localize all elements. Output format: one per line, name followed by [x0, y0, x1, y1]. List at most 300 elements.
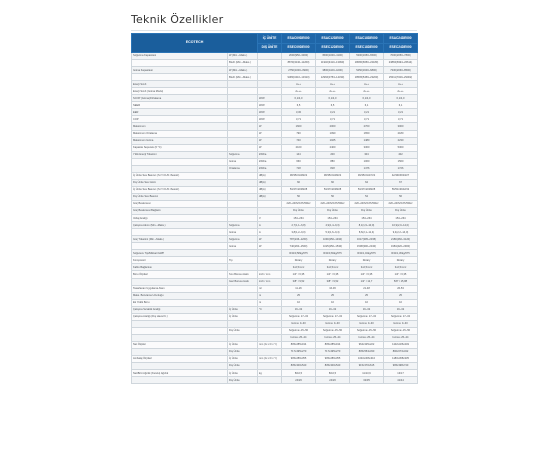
spec-sublabel: Gaz Borusu Hattı [228, 278, 258, 285]
spec-value: Rotary [282, 257, 316, 264]
table-row [132, 151, 418, 158]
spec-value: 3,8(1,2~9,0) [282, 229, 316, 236]
spec-value: Isıtma: 0~30 [384, 320, 418, 327]
spec-value: 1726 [384, 165, 418, 172]
spec-value: R32/0,69kg/675 [316, 250, 350, 257]
spec-unit: W [258, 236, 282, 243]
spec-label: Yıllık Enerji Tüketimi [132, 151, 228, 158]
spec-unit: W/W [258, 116, 282, 123]
spec-sublabel [228, 123, 258, 130]
spec-value: 32/35 [350, 377, 384, 384]
spec-value: 3x2,5mm² [316, 264, 350, 271]
spec-value: 54 [350, 193, 384, 200]
spec-label: Net Ölçüler [132, 341, 228, 348]
spec-value: 1180x368x335 [384, 356, 418, 363]
table-row [132, 236, 418, 243]
spec-value: Soğutma: 17~32 [384, 313, 418, 320]
table-row [132, 67, 418, 74]
table-row [132, 292, 418, 299]
spec-value: 5/8" / 15,88 [384, 278, 418, 285]
spec-value: 1984(420~2900) [384, 243, 418, 250]
spec-value: 3,21 [350, 109, 384, 116]
spec-value: Soğutma:-15~50 [350, 327, 384, 334]
spec-value: 890x673x342 [384, 348, 418, 355]
spec-value: Rotary [350, 257, 384, 264]
table-row [132, 179, 418, 186]
spec-unit: W [258, 137, 282, 144]
spec-value: 5,3(1,6~9,4) [316, 229, 350, 236]
spec-sublabel: Soğutma [228, 222, 258, 229]
indoor-model-3: ESAC18DE000 [350, 34, 384, 44]
spec-label [132, 363, 228, 370]
table-row [132, 334, 418, 341]
spec-unit: W [258, 130, 282, 137]
spec-value: 25 [384, 292, 418, 299]
spec-value: 23884(6994~26614) [384, 60, 418, 67]
spec-label: Çalışma Sıcaklık Aralığı [132, 306, 228, 313]
spec-value: 12966(3753~14330) [316, 74, 350, 81]
spec-value: R32/1,04kg/675 [350, 250, 384, 257]
spec-label: Güç Tüketimi (Min.~Maks.) [132, 236, 228, 243]
spec-value: 67 [384, 179, 418, 186]
spec-label: Kompresör [132, 257, 228, 264]
spec-value: 8,1(1,9~10,9) [350, 222, 384, 229]
table-row [132, 74, 418, 81]
spec-value: 18595(5459~23200) [350, 74, 384, 81]
brand-cell: ECOTECH [132, 34, 258, 53]
spec-sublabel: İç Ünite [228, 370, 258, 377]
table-row [132, 165, 418, 172]
spec-unit: kWh/a [258, 158, 282, 165]
spec-value: 3300 [350, 144, 384, 151]
table-row [132, 215, 418, 222]
spec-value: 38/35/31/28/22 [316, 172, 350, 179]
spec-unit: W/W [258, 95, 282, 102]
spec-label: Ek Yüklü Boru [132, 299, 228, 306]
spec-value: 1/4" / 6,35 [282, 271, 316, 278]
spec-value: 200 [316, 151, 350, 158]
table-row [132, 123, 418, 130]
table-row [132, 306, 418, 313]
spec-value: 3500(1000~4100) [316, 53, 350, 60]
spec-sublabel [228, 200, 258, 207]
spec-value: 53/47/42/38/28 [350, 186, 384, 193]
spec-value: 2700 [350, 123, 384, 130]
spec-unit: kWh/a [258, 151, 282, 158]
spec-value: 1/4" / 6,35 [384, 271, 418, 278]
spec-sublabel: Ortalama [228, 165, 258, 172]
table-row [132, 208, 418, 215]
spec-value: 24/26 [316, 377, 350, 384]
spec-unit [258, 327, 282, 334]
spec-label: Maksimum Isıtma [132, 137, 228, 144]
indoor-unit-label: İÇ ÜNİTE [258, 34, 282, 44]
spec-value: 3,71 [350, 116, 384, 123]
spec-value: 818 [316, 165, 350, 172]
spec-value: 1650 [350, 130, 384, 137]
spec-value: 11/13,9 [350, 370, 384, 377]
spec-label: Güç Beslemesi [132, 200, 228, 207]
spec-value: 6,1 [350, 102, 384, 109]
spec-value: Isıtma:-25~24 [282, 334, 316, 341]
spec-value: 6,1/4,0 [282, 95, 316, 102]
spec-sublabel [228, 95, 258, 102]
spec-value: 3,21 [316, 109, 350, 116]
spec-label: EER [132, 109, 228, 116]
spec-value: 740 [282, 137, 316, 144]
spec-value: 304 [350, 151, 384, 158]
page-title: Teknik Özellikler [131, 13, 224, 26]
spec-label: Çalışma Aralığı (Dış Hava Kt.) [132, 313, 228, 320]
spec-value: 25 [316, 292, 350, 299]
table-row [132, 116, 418, 123]
spec-value: 3x2,5mm² [350, 264, 384, 271]
spec-sublabel: Btu/h (Min.~Maks.) [228, 60, 258, 67]
spec-value: 220~240V/1Ph/50Hz [350, 200, 384, 207]
spec-value: 10 [316, 299, 350, 306]
spec-value: 1/2" / 12,7 [350, 278, 384, 285]
spec-value: 835x300x540 [282, 363, 316, 370]
spec-label [132, 229, 228, 236]
spec-sublabel: W (Min.~Maks.) [228, 67, 258, 74]
spec-unit: W [258, 123, 282, 130]
spec-sublabel [228, 208, 258, 215]
spec-value: Soğutma:-15~50 [282, 327, 316, 334]
spec-unit: V [258, 215, 282, 222]
table-row [132, 363, 418, 370]
spec-value: 3,30 [282, 109, 316, 116]
title-divider [131, 30, 417, 31]
spec-value: 1040x306x310 [350, 356, 384, 363]
spec-label [132, 165, 228, 172]
spec-value: R32/0,58kg/675 [282, 250, 316, 257]
table-row [132, 200, 418, 207]
table-row [132, 60, 418, 67]
spec-value: 402 [384, 151, 418, 158]
table-row [132, 250, 418, 257]
outdoor-model-2: ESEC12DE000 [316, 43, 350, 53]
spec-value: 25 [350, 292, 384, 299]
spec-value: 8870(3240~11260) [282, 60, 316, 67]
spec-sublabel [228, 186, 258, 193]
spec-value: 60 [282, 179, 316, 186]
spec-sublabel: Isıtma [228, 158, 258, 165]
spec-unit: inch / mm [258, 271, 282, 278]
spec-value: 10,9(2,0~14,0) [384, 222, 418, 229]
spec-value: 2,7(1,1~6,8) [282, 222, 316, 229]
spec-value: Soğutma: 17~32 [282, 313, 316, 320]
spec-value: Soğutma:-15~50 [384, 327, 418, 334]
spec-value: 220~240V/1Ph/50Hz [384, 200, 418, 207]
spec-value: 1102x326x249 [384, 341, 418, 348]
spec-label: İç Ünite Ses Basıncı (S./Y./O./D./Sessiz) [132, 172, 228, 179]
spec-value: 3,21 [384, 109, 418, 116]
spec-value: 21-48 [350, 285, 384, 292]
outdoor-unit-label: DIŞ ÜNİTE [258, 43, 282, 53]
spec-label [132, 334, 228, 341]
spec-value: 154~264 [316, 215, 350, 222]
spec-label [132, 60, 228, 67]
spec-value: 2180 [384, 130, 418, 137]
spec-value: 11940(3410~13990) [316, 60, 350, 67]
indoor-model-1: ESAC09DE000 [282, 34, 316, 44]
spec-value: Rotary [384, 257, 418, 264]
table-row [132, 377, 418, 384]
spec-label [132, 320, 228, 327]
spec-unit: inch / mm [258, 278, 282, 285]
spec-value: Soğutma: 17~32 [316, 313, 350, 320]
spec-value: 805x285x194 [316, 341, 350, 348]
spec-value: A++ [282, 81, 316, 88]
spec-value: Dış Ünite [384, 208, 418, 215]
table-row [132, 278, 418, 285]
spec-value: 790 [282, 130, 316, 137]
spec-unit: A [258, 229, 282, 236]
spec-value: 10 [384, 299, 418, 306]
spec-sublabel: İç Ünite [228, 313, 258, 320]
spec-value: Isıtma:-25~24 [316, 334, 350, 341]
spec-unit [258, 81, 282, 88]
spec-unit: mm (G x D x Y) [258, 356, 282, 363]
spec-value: Soğutma: 17~32 [350, 313, 384, 320]
spec-value: 835x300x540 [316, 363, 350, 370]
spec-value: 56 [384, 193, 418, 200]
spec-sublabel: Dış Ünite [228, 348, 258, 355]
spec-value: Dış Ünite [282, 208, 316, 215]
spec-value: 6,1/4,0 [350, 95, 384, 102]
spec-label: SCOP (Isıtma)/Ortalama [132, 95, 228, 102]
spec-sublabel [228, 81, 258, 88]
spec-value: 1560 [384, 158, 418, 165]
spec-value: A+++ [316, 88, 350, 95]
table-row [132, 341, 418, 348]
spec-label: Çalışma Akımı (Min.~Maks.) [132, 222, 228, 229]
spec-value: 144 [282, 151, 316, 158]
table-row [132, 109, 418, 116]
spec-value: 1090(250~1490) [316, 236, 350, 243]
indoor-model-4: ESAC24DE000 [384, 34, 418, 44]
spec-value: 11-26 [282, 285, 316, 292]
table-row [132, 102, 418, 109]
spec-label: Ambalaj Ölçüleri [132, 356, 228, 363]
spec-unit: kWh/a [258, 165, 282, 172]
spec-unit: dB(A) [258, 179, 282, 186]
spec-value: 1476 [350, 165, 384, 172]
spec-unit [258, 53, 282, 60]
spec-table-wrapper [131, 33, 417, 384]
table-row [132, 285, 418, 292]
table-row [132, 186, 418, 193]
spec-value: Rotary [316, 257, 350, 264]
spec-value: 717x495x270 [282, 348, 316, 355]
spec-label: Boru Ölçüleri [132, 271, 228, 278]
spec-value: 64 [350, 179, 384, 186]
spec-sublabel [228, 334, 258, 341]
spec-value: 16-36 [316, 285, 350, 292]
table-row [132, 243, 418, 250]
spec-value: 13/17 [384, 370, 418, 377]
spec-sublabel: Btu/h (Min.~Maks.) [228, 74, 258, 81]
spec-unit: m [258, 292, 282, 299]
spec-value: 220~240V/1Ph/50Hz [282, 200, 316, 207]
spec-label: SEER [132, 102, 228, 109]
spec-value: 2230 [384, 137, 418, 144]
outdoor-model-3: ESEC18DE000 [350, 43, 384, 53]
table-row [132, 137, 418, 144]
spec-unit: mm (G x D x Y) [258, 341, 282, 348]
spec-unit: dB(A) [258, 172, 282, 179]
header-row-indoor [132, 34, 418, 44]
spec-label [132, 74, 228, 81]
spec-value: 3,71 [384, 116, 418, 123]
spec-value: 53/47/42/38/28 [282, 186, 316, 193]
spec-sublabel: İç Ünite [228, 356, 258, 363]
spec-value: 10 [350, 299, 384, 306]
spec-label: Enerji Sınıfı [132, 81, 228, 88]
spec-value: 56/51/46/42/32 [384, 186, 418, 193]
table-row [132, 172, 418, 179]
spec-value: Isıtma:-25~24 [350, 334, 384, 341]
table-row [132, 299, 418, 306]
spec-value: 3800(1100~4200) [316, 67, 350, 74]
spec-value: 717x495x270 [316, 348, 350, 355]
spec-value: 2000 [316, 123, 350, 130]
spec-value: 4,9(1,4~9,3) [316, 222, 350, 229]
spec-value: 8,6(2,1~11,4) [350, 229, 384, 236]
spec-value: A+++ [384, 88, 418, 95]
spec-value: 5450(1600~6800) [350, 67, 384, 74]
spec-value: 718 [282, 165, 316, 172]
spec-unit [258, 257, 282, 264]
spec-label [132, 348, 228, 355]
spec-unit: dB(A) [258, 193, 282, 200]
spec-unit [258, 250, 282, 257]
spec-value: 5300 [384, 144, 418, 151]
spec-value: 660 [282, 158, 316, 165]
spec-unit: m² [258, 285, 282, 292]
spec-value: 7000(2050~7800) [384, 53, 418, 60]
spec-unit: W/W [258, 109, 282, 116]
spec-value: Dış Ünite [350, 208, 384, 215]
spec-sublabel [228, 285, 258, 292]
table-row [132, 81, 418, 88]
spec-value: 805x554x330 [350, 348, 384, 355]
spec-value: 60 [316, 179, 350, 186]
spec-unit: W [258, 144, 282, 151]
spec-sublabel [228, 215, 258, 222]
spec-value: 16~32 [316, 306, 350, 313]
spec-sublabel [228, 116, 258, 123]
spec-value: 154~264 [350, 215, 384, 222]
table-row [132, 320, 418, 327]
spec-value: 1025(250~1530) [316, 243, 350, 250]
spec-label: COP [132, 116, 228, 123]
spec-unit [258, 60, 282, 67]
spec-value: 25011(7029~29002) [384, 74, 418, 81]
spec-unit [258, 264, 282, 271]
spec-value: 1617(395~2335) [350, 236, 384, 243]
spec-unit: kg [258, 370, 282, 377]
spec-value: 25 [282, 292, 316, 299]
spec-value: 39/35/31/27/22 [350, 172, 384, 179]
spec-sublabel: Dış Ünite [228, 363, 258, 370]
spec-label [132, 278, 228, 285]
spec-value: 905x286x355 [316, 356, 350, 363]
spec-sublabel [228, 193, 258, 200]
spec-sublabel [228, 250, 258, 257]
spec-sublabel: Soğutma [228, 236, 258, 243]
spec-sublabel [228, 102, 258, 109]
spec-sublabel: Tip [228, 257, 258, 264]
spec-sublabel: Soğutma [228, 151, 258, 158]
spec-sublabel [228, 109, 258, 116]
spec-value: Dış Ünite [316, 208, 350, 215]
spec-value: 3x2,5mm² [282, 264, 316, 271]
spec-label: Maksimum [132, 123, 228, 130]
spec-label [132, 377, 228, 384]
table-row [132, 144, 418, 151]
spec-value: 10 [282, 299, 316, 306]
spec-value: Isıtma: 0~30 [282, 320, 316, 327]
spec-value: 2400 [316, 144, 350, 151]
spec-label: Net/Brüt Ağırlık (Kutulu) Ağırlık [132, 370, 228, 377]
table-row [132, 264, 418, 271]
spec-value: 3/8" / 9,52 [282, 278, 316, 285]
spec-value: 16~32 [282, 306, 316, 313]
spec-value: 1600 [282, 123, 316, 130]
spec-value: 3/8" / 9,52 [316, 278, 350, 285]
spec-label [132, 327, 228, 334]
spec-value: 9383(3410~13310) [282, 74, 316, 81]
table-row [132, 193, 418, 200]
spec-label: Enerji Sınıfı (Isıtma Modu) [132, 88, 228, 95]
table-row [132, 271, 418, 278]
spec-sublabel [228, 130, 258, 137]
spec-sublabel [228, 137, 258, 144]
spec-sublabel [228, 264, 258, 271]
spec-unit [258, 67, 282, 74]
spec-value: R32/1,36kg/675 [384, 250, 418, 257]
spec-unit: °C [258, 306, 282, 313]
spec-unit [258, 377, 282, 384]
spec-value: 2750(1000~3900) [282, 67, 316, 74]
spec-value: 1025 [316, 137, 350, 144]
spec-value: 41/44 [384, 377, 418, 384]
spec-unit: W [258, 243, 282, 250]
spec-sublabel: İç Ünite [228, 341, 258, 348]
spec-unit: m [258, 299, 282, 306]
spec-label: Voltaj Aralığı [132, 215, 228, 222]
table-row [132, 222, 418, 229]
spec-value: Isıtma: 0~30 [350, 320, 384, 327]
spec-value: A++ [350, 81, 384, 88]
spec-unit: A [258, 222, 282, 229]
spec-sublabel [228, 172, 258, 179]
spec-value: A+++ [350, 88, 384, 95]
spec-value: 880 [316, 158, 350, 165]
spec-sublabel: Isıtma [228, 243, 258, 250]
spec-sublabel: İç Ünite [228, 306, 258, 313]
spec-value: 154~264 [282, 215, 316, 222]
spec-unit [258, 348, 282, 355]
spec-value: 995x398x740 [384, 363, 418, 370]
spec-value: 38/35/31/28/22 [282, 172, 316, 179]
spec-value: 8/10,5 [316, 370, 350, 377]
spec-value: Soğutma:-15~50 [316, 327, 350, 334]
spec-label: Kablo Bağlantısı [132, 264, 228, 271]
spec-label: Maks. Borulama Uzunluğu [132, 292, 228, 299]
spec-value: 24/26 [282, 377, 316, 384]
